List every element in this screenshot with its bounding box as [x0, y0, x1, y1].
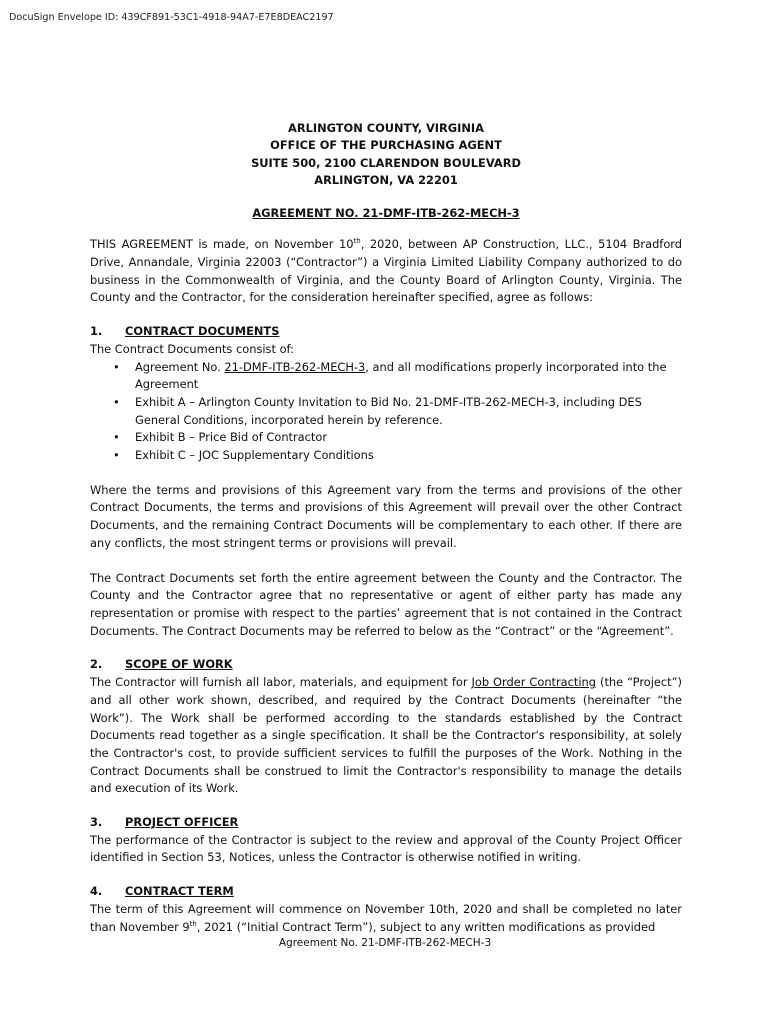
- section-number: 3.: [90, 815, 103, 830]
- term-text-start: The term of this Agreement will commence on November 10th, 2020 and shall be completed no later than November 9: [90, 901, 682, 934]
- list-item-text: , and all modifications properly incorporated into the Agreement: [135, 359, 667, 392]
- section-title: CONTRACT DOCUMENTS: [125, 324, 280, 339]
- list-item: [90, 394, 682, 429]
- letterhead-line-county: ARLINGTON COUNTY, VIRGINIA: [288, 121, 484, 135]
- letterhead-line-suite: SUITE 500, 2100 CLARENDON BOULEVARD: [251, 155, 521, 170]
- page-footer: Agreement No. 21-DMF-ITB-262-MECH-3: [278, 937, 492, 949]
- letterhead-line-office: OFFICE OF THE PURCHASING AGENT: [270, 138, 502, 153]
- intro-text-end: , 2020, between AP Construction, LLC., 5104 Bradford Drive, Annandale, Virginia 22003 (“Contractor”) a Virginia Limited Liability Company authorized to do business in the Commonwealth of Virginia, and the County Board of Arlington County, Virginia. The County and the Contractor, for the consideration hereinafter specified, agree as follows:: [90, 237, 682, 305]
- bullet-icon: •: [113, 448, 120, 463]
- term-text-end: , 2021 (“Initial Contract Term”), subject to any written modifications as provided: [196, 919, 656, 934]
- section-contract-documents: [90, 323, 682, 640]
- agreement-number-link[interactable]: 21-DMF-ITB-262-MECH-3: [224, 359, 366, 374]
- scope-text-end: (the “Project”) and all other work shown, described, and required by the Contract Documents (hereinafter “the Work”). The Work shall be performed according to the standards established by the Contract Documents read together as a single specification. It shall be the Contractor's responsibility, at solely the Contractor's cost, to provide sufficient services to fulfill the purposes of the Work. Nothing in the Contract Documents shall be construed to limit the Contractor's responsibility to manage the details and execution of its Work.: [90, 675, 682, 796]
- list-item: [90, 429, 682, 447]
- document-body: [90, 120, 682, 936]
- contract-documents-list: [90, 359, 682, 465]
- bullet-icon: •: [113, 359, 120, 374]
- section-number: 2.: [90, 657, 103, 672]
- bullet-icon: •: [113, 430, 120, 445]
- letterhead: [90, 120, 682, 190]
- section-number: 1.: [90, 324, 103, 339]
- project-officer-paragraph: The performance of the Contractor is subject to the review and approval of the County Project Officer identified in Section 53, Notices, unless the Contractor is otherwise notified in writing.: [90, 832, 682, 865]
- bullet-icon: •: [113, 394, 120, 409]
- section-lead: The Contract Documents consist of:: [90, 341, 294, 356]
- job-order-contracting-link[interactable]: Job Order Contracting: [471, 675, 597, 690]
- section-title: CONTRACT TERM: [125, 884, 234, 899]
- section-heading: [90, 814, 682, 832]
- list-item-text: Agreement No.: [135, 359, 225, 374]
- list-item-text: Exhibit B – Price Bid of Contractor: [135, 430, 328, 445]
- section-contract-term: [90, 883, 682, 936]
- scope-text-start: The Contractor will furnish all labor, materials, and equipment for: [90, 675, 472, 690]
- intro-superscript: th: [353, 237, 361, 246]
- section-project-officer: [90, 814, 682, 867]
- section-number: 4.: [90, 884, 103, 899]
- section-title: SCOPE OF WORK: [125, 657, 233, 672]
- section-scope-of-work: [90, 656, 682, 798]
- letterhead-line-city: ARLINGTON, VA 22201: [314, 173, 458, 188]
- section-heading: [90, 656, 682, 674]
- entire-agreement-paragraph: The Contract Documents set forth the entire agreement between the County and the Contractor. The County and the Contractor agree that no representative or agent of either party has made any representation or promise with respect to the parties’ agreement that is not contained in the Contract Documents. The Contract Documents may be referred to below as the “Contract” or the “Agreement”.: [90, 570, 682, 638]
- list-item: [90, 447, 682, 465]
- section-heading: [90, 883, 682, 901]
- precedence-paragraph: Where the terms and provisions of this Agreement vary from the terms and provisions of the other Contract Documents, the terms and provisions of this Agreement will prevail over the other Contract Documents, and the remaining Contract Documents will be complementary to each other. If there are any conflicts, the most stringent terms or provisions will prevail.: [90, 482, 682, 550]
- term-superscript: th: [189, 919, 197, 928]
- agreement-title: AGREEMENT NO. 21-DMF-ITB-262-MECH-3: [252, 205, 520, 220]
- docusign-envelope-id: DocuSign Envelope ID: 439CF891-53C1-4918-94A7-E7E8DEAC2197: [9, 12, 334, 23]
- list-item-text: Exhibit A – Arlington County Invitation to Bid No. 21-DMF-ITB-262-MECH-3, including DES General Conditions, incorporated herein by reference.: [135, 394, 642, 427]
- scope-paragraph: [90, 674, 682, 798]
- contract-term-paragraph: [90, 901, 682, 936]
- intro-text-start: THIS AGREEMENT is made, on November 10: [90, 237, 354, 252]
- section-title: PROJECT OFFICER: [125, 815, 239, 830]
- list-item: [90, 359, 682, 394]
- intro-paragraph: [90, 236, 682, 307]
- list-item-text: Exhibit C – JOC Supplementary Conditions: [135, 448, 374, 463]
- section-heading: [90, 323, 682, 341]
